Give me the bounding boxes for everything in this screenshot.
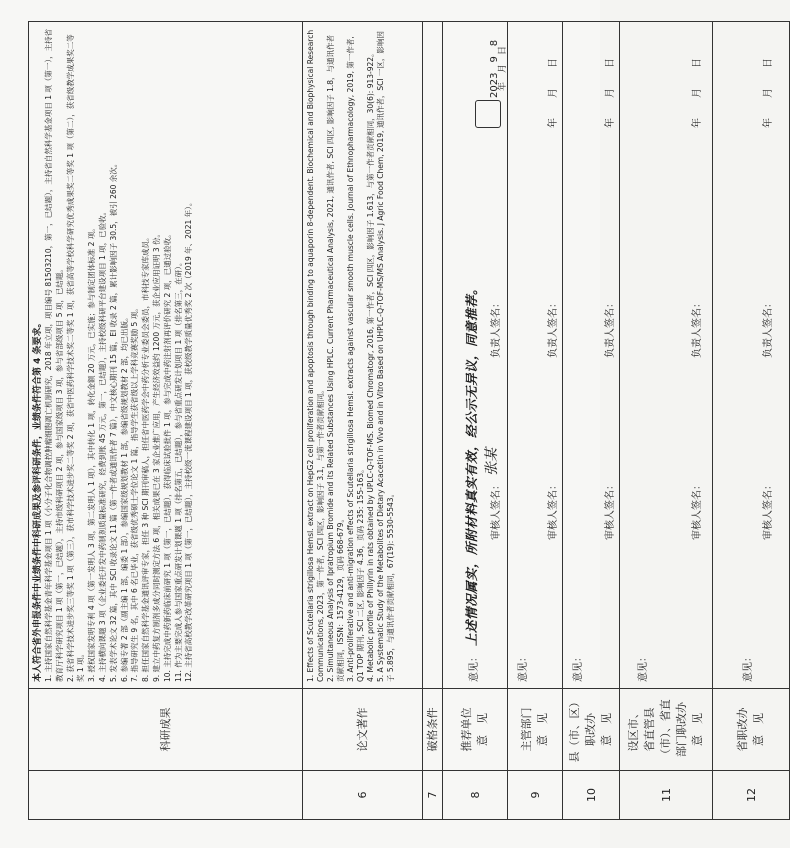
evaluation-form-table xyxy=(28,21,790,820)
reviewer-signature-label: 审核人签名： xyxy=(548,480,559,540)
responsible-signature-label: 负责人签名： xyxy=(548,298,559,358)
category-recommending-unit: 推荐单位 意 见 xyxy=(443,689,508,771)
row-number-8: 8 xyxy=(443,771,508,820)
opinion-label: 意见： xyxy=(518,652,529,682)
responsible-signature-label: 负责人签名： xyxy=(692,298,703,358)
achievement-item: 5. 发表学术论文 32 篇，其中 SCI 收录论文 11 篇（第一作者或通讯作者 7 篇），中文核心期刊 15 篇，EI 收录 2 篇，累计影响因子 30.5，被引 260 余次。 xyxy=(108,159,118,682)
category-provincial-office: 省职改办 意 见 xyxy=(713,689,790,771)
row-city-provincial-office xyxy=(620,22,713,820)
achievement-item: 10. 主持完成中药新药临床前研究 1 项（第一，已结题），获得临床试验批件 1 项，参与完成中药注射剂再评价研究 2 项，已通过验收。 xyxy=(162,230,172,682)
reviewer-signature-label: 审核人签名： xyxy=(605,480,616,540)
paper-item: 1. Effects of Scutellaria strigillosa Hemsl. extract on HepG2 cell proliferation and apoptosis through binding to aquaporin 8-dependent. Biochemical and Biophysical Research Communications, 2023，第一作者，SCI 四区，影响因子 3.1，与第一作者贡献相同。 xyxy=(306,29,325,682)
reviewer-signature-label: 审核人签名： xyxy=(692,480,703,540)
row-recommending-unit xyxy=(443,22,508,820)
row-number-11: 11 xyxy=(620,771,713,820)
responsible-signature-label: 负责人签名： xyxy=(763,298,774,358)
handwritten-date: 2023 9 8 xyxy=(489,39,500,98)
recommending-unit-opinion xyxy=(443,22,508,689)
row-supervising-department xyxy=(508,22,563,820)
achievement-item: 11. 作为主要完成人参与国家重点研发计划课题 1 项（排名第五，已结题），参与省重点研发计划项目 1 项（排名第三，在研）。 xyxy=(173,258,183,682)
date-label: 年 月 日 xyxy=(498,45,508,91)
responsible-signature-label: 负责人签名： xyxy=(605,298,616,358)
category-supervising-department: 主管部门 意 见 xyxy=(508,689,563,771)
row-number-9: 9 xyxy=(508,771,563,820)
research-achievements-content xyxy=(29,22,303,689)
county-office-opinion xyxy=(563,22,620,689)
category-exceptional-conditions: 破格条件 xyxy=(423,689,443,771)
row-number-10: 10 xyxy=(563,771,620,820)
opinion-label: 意见： xyxy=(573,652,584,682)
reviewer-handwritten-signature: 张某 xyxy=(484,448,500,476)
achievements-heading: 本人符合省外申报条件中业绩条件中科研成果及参评科研条件，业绩条件符合第 4 条要求。 xyxy=(33,318,43,682)
achievement-item: 1. 主持国家自然科学基金青年科学基金项目 1 项（小分子化合物调控肿瘤细胞凋亡机制研究，2018 年立项，项目编号 81503210，第一，已结题），主持省自然科学基金项目 1 项（第一），主持省教育厅科学研究项目 1 项（第一，已结题），主持市级科研项目 2 项，参与国家级项目 3 项，参与省部级项目 5 项，已结题。 xyxy=(44,28,64,682)
handwritten-opinion: 上述情况属实，所附材料真实有效，经公示无异议，同意推荐。 xyxy=(464,281,479,646)
achievement-item: 3. 授权国家发明专利 4 项（第一发明人 3 项，第二发明人 1 项），其中转化 1 项，转化金额 20 万元，已实施；参与制定团体标准 2 项。 xyxy=(87,224,97,682)
achievement-item: 8. 担任国家自然科学基金通讯评审专家，担任 3 种 SCI 期刊审稿人，担任省中医药学会中药分析专业委员会委员，市科技专家库成员。 xyxy=(141,233,151,682)
opinion-label: 意见： xyxy=(638,652,649,682)
row-provincial-office xyxy=(713,22,790,820)
paper-item: 2. Simultaneous Analysis of Ipratropium Bromide and its Related Substances Using HPLC. Current Pharmaceutical Analysis, 2021, 通讯作者, SCI 四区, 影响因子 1.8，与通讯作者贡献相同，ISSN：1573-4129，页码 668-679。 xyxy=(326,34,345,682)
city-provincial-office-opinion xyxy=(620,22,713,689)
exceptional-conditions-content xyxy=(423,22,443,689)
opinion-label: 意见： xyxy=(743,652,754,682)
row-exceptional-conditions xyxy=(423,22,443,820)
category-research-achievements: 科研成果 xyxy=(29,689,303,771)
paper-item: 4. Metabolic profile of Phillyrin in rats obtained by UPLC-Q-TOF-MS. Biomed Chromatogr, 2016, 第一作者，SCI 四区，影响因子 1.613，与第一作者贡献相同，30(6): 913-922。 xyxy=(366,49,375,682)
row-publications xyxy=(303,22,423,820)
date-label: 年 月 日 xyxy=(605,58,616,128)
category-county-office: 县（市、区） 职改办 意 见 xyxy=(563,689,620,771)
achievement-item: 2. 获省科学技术进步奖三等奖 1 项（第三），获市科学技术进步奖二等奖 2 项，获省中医药科学技术奖二等奖 1 项，获省高等学校科学研究优秀成果奖二等奖 1 项（第二），获省级教学成果奖二等奖 1 项。 xyxy=(65,34,86,682)
category-publications: 论文著作 xyxy=(303,689,423,771)
paper-item: 5. A Systematic Study of the Metabolites of Dietary Acacetin in Vivo and in Vitro Based on UHPLC-Q-TOF-MS/MS Analysis. J Agric Food Chem, 2019, 通讯作者，SCI 一区，影响因子 5.895，与通讯作者贡献相同，67(19): 5530-5543。 xyxy=(376,31,395,682)
provincial-office-opinion xyxy=(713,22,790,689)
row-number-12: 12 xyxy=(713,771,790,820)
paper-item: 3. Anti-proliferative and anti-migration effects of Scutellaria strigillosa Hemsl. extracts against vascular smooth muscle cells. Journal of Ethnopharmacology, 2019, 第一作者, Q1 TOP 期刊, SCI 二区, 影响因子 4.36，页码 235: 155-163。 xyxy=(346,36,365,682)
date-label: 年 月 日 xyxy=(548,58,559,128)
row-number-cell xyxy=(29,771,303,820)
opinion-label: 意见： xyxy=(469,652,480,682)
row-number-7: 7 xyxy=(423,771,443,820)
responsible-signature-label: 负责人签名： xyxy=(491,298,502,358)
date-label: 年 月 日 xyxy=(692,58,703,128)
achievement-item: 12. 主持省高校教学改革研究项目 1 项（第一，已结题），主持校级一流课程建设项目 1 项，获校级教学质量优秀奖 2 次（2019 年、2021 年）。 xyxy=(184,198,194,682)
achievement-item: 9. 建立中药复方制剂多成分同时测定方法 6 项，相关成果已在 3 家企业推广应用，产生经济效益约 1200 万元，获企业应用证明 3 份。 xyxy=(151,229,161,682)
row-number-6: 6 xyxy=(303,771,423,820)
publications-content xyxy=(303,22,423,689)
reviewer-signature-label: 审核人签名： xyxy=(763,480,774,540)
supervising-department-opinion xyxy=(508,22,563,689)
seal-stamp xyxy=(475,100,501,128)
achievement-item: 7. 指导研究生 9 名，其中 6 名已毕业，获省级优秀硕士学位论文 1 篇，指导学生获省级以上学科竞赛奖励 5 项。 xyxy=(130,304,140,682)
date-label: 年 月 日 xyxy=(763,58,774,128)
achievement-item: 4. 主持横向课题 3 项（企业委托开发中药制剂质量标准研究，经费到账 45 万元，第一，已结题），主持校级科研平台建设项目 1 项，已验收。 xyxy=(97,207,107,682)
reviewer-signature-label: 审核人签名： xyxy=(491,480,502,540)
row-county-office xyxy=(563,22,620,820)
category-city-provincial-office: 设区市、 省直管县 （市）、省直 部门职改办 意 见 xyxy=(620,689,713,771)
row-research-achievements xyxy=(29,22,303,820)
achievement-item: 6. 参编专著 2 部（副主编 1 部，编委 1 部），参编国家级规划教材 1 部，参编省级规划教材 2 部，均已出版。 xyxy=(119,313,129,682)
